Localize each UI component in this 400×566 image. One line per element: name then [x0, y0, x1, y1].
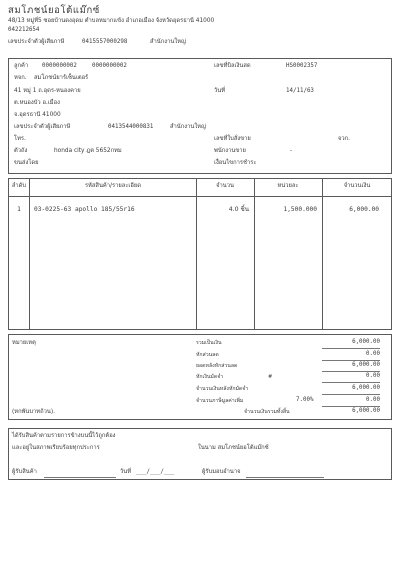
company-name: สมโภชน์ยอโต้แม๊กซ์ [8, 5, 100, 16]
customer-phone-label: โทร. [14, 136, 26, 142]
credit-label: จวก. [338, 136, 351, 142]
total-underline [322, 360, 380, 361]
invoice-no: HS0002357 [286, 63, 318, 69]
table-header-divider [8, 196, 392, 197]
total-value-after-deposit: 6,000.00 [352, 385, 380, 391]
total-label-after-discount: ยอดหลังหักส่วนลด [196, 363, 238, 369]
customer-address-line2: ต.หนองบัว อ.เมือง [14, 100, 60, 106]
total-vat-rate: 7.00% [296, 397, 314, 403]
col-divider-price [322, 178, 323, 330]
delivery-label: ขนส่งโดย [14, 160, 39, 166]
total-label-deposit: หักเงินมัดจำ [196, 374, 224, 380]
received-note: ได้รับสินค้าตามรายการข้างบนนี้ไว้ถูกต้อง [12, 433, 116, 439]
customer-branch: สำนักงานใหญ่ [170, 124, 206, 130]
receiver-label: ผู้รับสินค้า [12, 469, 37, 475]
receiver-signature-line [44, 477, 116, 478]
customer-code-secondary: 0000000002 [92, 63, 127, 69]
total-value-vat: 0.00 [366, 397, 380, 403]
authorized-signature-line [246, 477, 324, 478]
header-no: ลำดับ [11, 183, 27, 189]
total-label-subtotal: รวมเป็นเงิน [196, 340, 222, 346]
total-label-discount: หักส่วนลด [196, 352, 219, 358]
total-label-vat: จำนวนภาษีมูลค่าเพิ่ม [196, 398, 244, 404]
customer-code: 0000000002 [42, 63, 77, 69]
company-tax-id-label: เลขประจำตัวผู้เสียภาษี [8, 39, 65, 45]
customer-address-line1: 41 หมู่ 1 ถ.อุดร-หนองคาย [14, 88, 81, 94]
header-qty: จำนวน [216, 183, 234, 189]
total-underline [322, 371, 380, 372]
remark-label: หมายเหตุ [12, 340, 36, 346]
amount-in-words: (หกพันบาทถ้วน). [12, 409, 55, 415]
date-label: วันที่ [214, 88, 226, 94]
terms-label: พนักงานขาย [214, 148, 246, 154]
total-label-grand: จำนวนเงินรวมทั้งสิ้น [244, 409, 290, 415]
customer-code-label: ลูกค้า [14, 63, 29, 69]
condition-note: และอยู่ในสภาพเรียบร้อยทุกประการ [12, 445, 100, 451]
total-deposit-mark: # [268, 374, 273, 380]
invoice-no-label: เลขที่บิลเงินสด [214, 63, 251, 69]
total-underline [322, 382, 380, 383]
authorized-label: ผู้รับมอบอำนาจ [202, 469, 241, 475]
total-underline [322, 348, 380, 349]
receiver-date-blank: ___/___/___ [136, 469, 175, 475]
company-branch: สำนักงานใหญ่ [150, 39, 186, 45]
vehicle-label: ตัวถัง [14, 148, 28, 154]
col-divider-qty [254, 178, 255, 330]
customer-tax-id-label: เลขประจำตัวผู้เสียภาษี [14, 124, 71, 130]
total-underline [322, 406, 380, 407]
total-value-discount: 0.00 [366, 351, 380, 357]
company-phone: 042212654 [8, 27, 40, 33]
header-amount: จำนวนเงิน [343, 183, 371, 189]
header-unit-price: หน่วยละ [277, 183, 299, 189]
row-amount: 6,000.00 [349, 206, 379, 213]
vehicle-value: honda city ฎต 5652กทม [54, 148, 122, 154]
row-qty: 4.0 ชิ้น [228, 206, 249, 213]
total-value-after-discount: 6,000.00 [352, 362, 380, 368]
salesman-label: เลขที่ใบสั่งขาย [214, 136, 251, 142]
customer-name: สมโภชน์ยาร์เซ็นเตอร์ [34, 75, 89, 81]
items-table [8, 178, 392, 330]
total-label-after-deposit: จำนวนเงินหลังหักมัดจำ [196, 386, 249, 392]
row-unit-price: 1,500.000 [283, 206, 317, 213]
total-value-subtotal: 6,000.00 [352, 339, 380, 345]
customer-address-line3: จ.อุดรธานี 41000 [14, 112, 61, 118]
row-desc: 03-0225-63 apollo 185/55r16 [34, 206, 135, 213]
customer-tax-id: 0413544000831 [108, 124, 154, 130]
total-underline [322, 394, 380, 395]
due-label: เงื่อนไขการชำระ [214, 160, 257, 166]
invoice-date: 14/11/63 [286, 88, 314, 94]
terms-value: - [290, 148, 293, 154]
company-address: 48/13 หมู่ที่5 ซอยบ้านดงอุดม ตำบลหมากแข้ง อำเภอเมือง จังหวัดอุดรธานี 41000 [8, 18, 215, 24]
on-behalf-label: ในนาม สมโภชน์ยอโต้แม๊กซ์ [198, 445, 269, 451]
header-desc: รหัสสินค้า/รายละเอียด [84, 183, 142, 189]
col-divider-no [29, 178, 30, 330]
company-tax-id: 0415557000298 [82, 39, 128, 45]
customer-prefix: หจก. [14, 75, 27, 81]
col-divider-desc [196, 178, 197, 330]
total-value-deposit: 0.00 [366, 373, 380, 379]
total-value-grand: 6,000.00 [352, 408, 380, 414]
row-no: 1 [17, 206, 21, 213]
receiver-date-label: วันที่ [120, 469, 132, 475]
